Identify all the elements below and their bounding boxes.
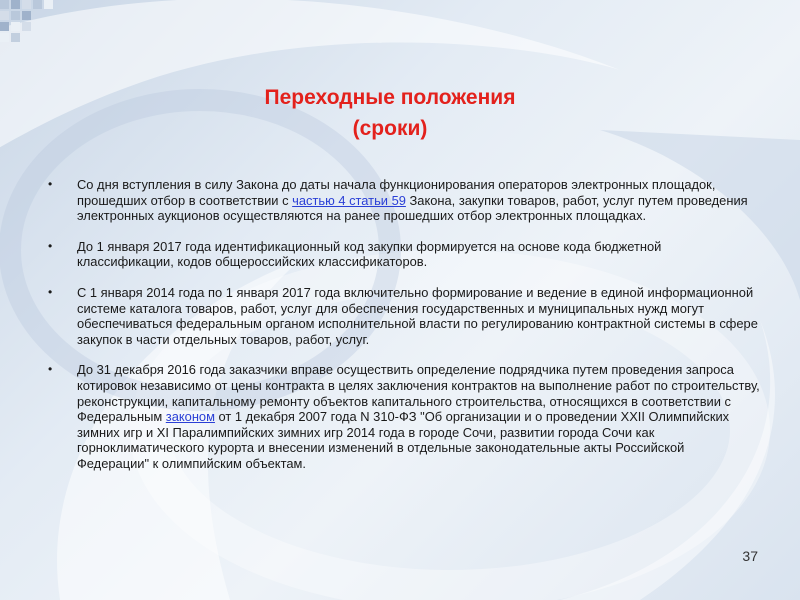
bullet-item [48,285,760,347]
title-line-2: (сроки) [352,117,428,140]
corner-decoration [0,0,60,50]
bullet-dot-icon: • [48,284,53,299]
bullet-item [48,362,760,471]
bullet-dot-icon: • [48,238,53,253]
bullet-item [48,239,760,270]
bullet-list [48,177,760,487]
slide-title [190,82,590,144]
title-line-1: Переходные положения [264,86,516,109]
bullet-text: С 1 января 2014 года по 1 января 2017 года включительно формирование и ведение в единой информационной системе каталога товаров, работ, услуг для обеспечения государственных и муниципальных нужд могут обеспечиваться федеральным органом исполнительной власти по регулированию контрактной системы в сфере закупок в части отдельных товаров, работ, услуг. [77,284,758,347]
bullet-text-before: Со дня вступления в силу Закона до даты начала функционирования операторов электронных площадок, прошедших отбор в соответствии с [77,177,716,208]
bullet-text-before: До 31 декабря 2016 года заказчики вправе осуществить определение подрядчика путем проведения запроса котировок независимо от цены контракта в целях заключения контрактов на выполнение работ по строительству, реконструкции, капитальному ремонту объектов капитального строительства, относящихся в соответствии с Федеральным [77,362,760,425]
bullet-text-after: Закона, закупки товаров, работ, услуг путем проведения электронных аукционов осуществляются на ранее прошедших отбор электронных площадках. [77,192,748,224]
article-59-link[interactable]: частью 4 статьи 59 [292,192,406,208]
page-number: 37 [742,548,758,564]
bullet-text: До 1 января 2017 года идентификационный код закупки формируется на основе кода бюджетной классификации, кодов общероссийских классификаторов. [77,238,662,270]
bullet-dot-icon: • [48,362,53,377]
bullet-dot-icon: • [48,177,53,191]
bullet-text-after: от 1 декабря 2007 года N 310-ФЗ "Об организации и о проведении XXII Олимпийских зимних игр и XI Паралимпийских зимних игр 2014 года в городе Сочи, развитии города Сочи как горноклиматического курорта и внесении изменений в отдельные законодательные акты Российской Федерации" к олимпийским объектам. [77,409,730,471]
federal-law-link[interactable]: законом [165,409,215,425]
bullet-item [48,177,760,224]
